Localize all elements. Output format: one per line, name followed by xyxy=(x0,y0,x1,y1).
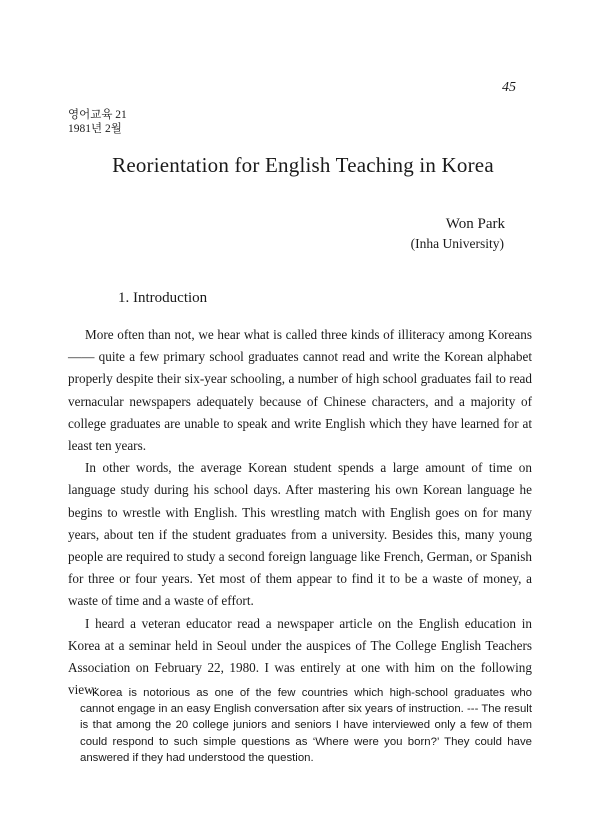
author-affiliation: (Inha University) xyxy=(410,236,504,251)
body-text xyxy=(68,324,532,701)
block-quote xyxy=(80,685,532,766)
page-number: 45 xyxy=(502,80,516,95)
paper-title: Reorientation for English Teaching in Korea xyxy=(112,153,494,177)
paragraph-3: I heard a veteran educator read a newspaper article on the English education in Korea at a seminar held in Seoul under the auspices of The College English Teachers Association on February 22, 1980. I was entirely at one with him on the following view: xyxy=(68,615,532,698)
journal-info xyxy=(68,108,127,136)
journal-volume: 영어교육 21 xyxy=(68,109,127,121)
quote-text: Korea is notorious as one of the few countries which high-school graduates who cannot engage in an easy English conversation after six years of instruction. --- The result is that among the 20 college juniors and seniors I have interviewed only a few of them could respond to such simple questions as ‘Where were you born?’ They could have answered if they had understood the question. xyxy=(80,687,532,764)
section-heading: 1. Introduction xyxy=(118,290,208,306)
paragraph-1: More often than not, we hear what is called three kinds of illiteracy among Koreans—— quite a few primary school graduates cannot read and write the Korean alphabet properly despite their six-year schooling, a number of high school graduates fail to read vernacular newspapers adequately because of Chinese characters, and a majority of college graduates are unable to speak and write English which they have learned for at least ten years. xyxy=(68,327,532,454)
journal-date: 1981년 2월 xyxy=(68,123,122,135)
author-name: Won Park xyxy=(445,216,505,232)
paragraph-2: In other words, the average Korean student spends a large amount of time on language study during his school days. After mastering his own Korean language he begins to wrestle with English. This wrestling match with English goes on for many years, about ten if the student graduates from a university. Besides this, many young people are required to study a second foreign language like French, German, or Spanish for three or four years. Yet most of them appear to find it to be a waste of money, a waste of time and a waste of effort. xyxy=(68,460,532,609)
